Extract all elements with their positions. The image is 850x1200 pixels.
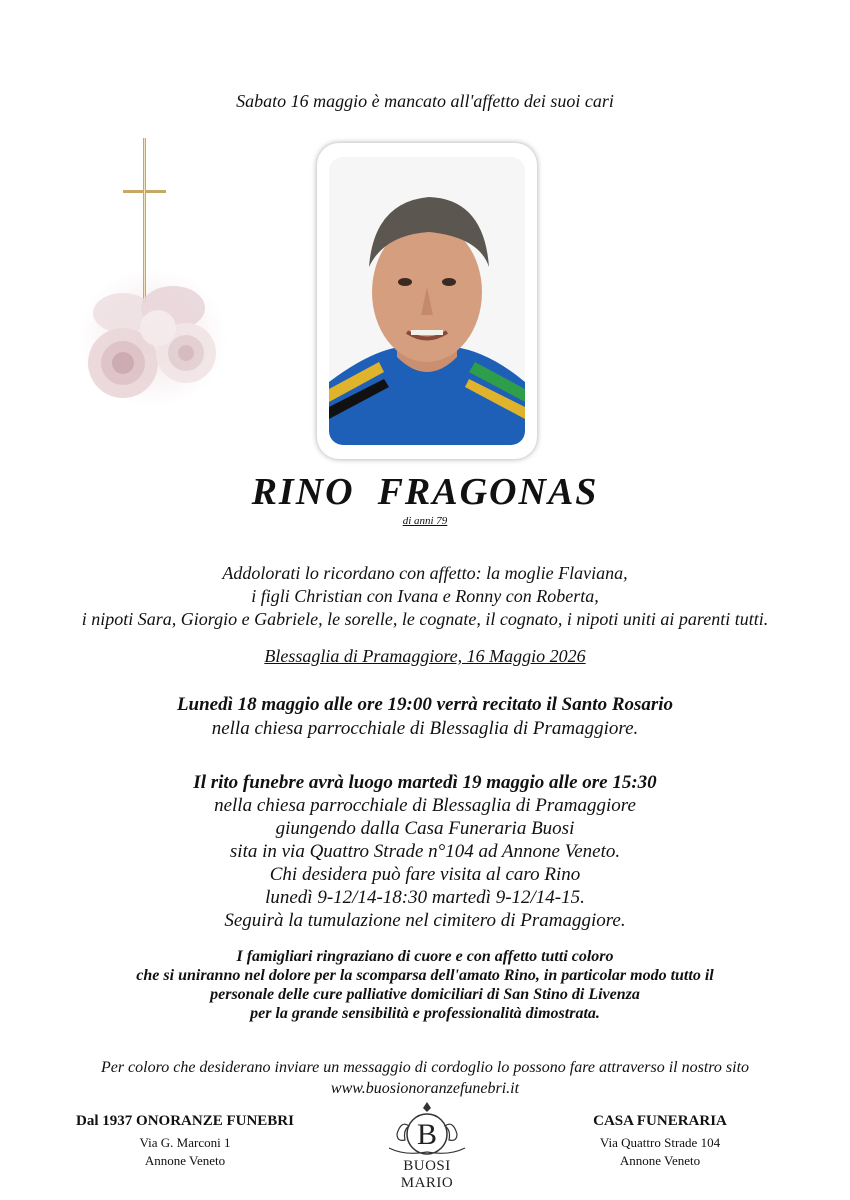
thanks-message <box>0 947 850 1023</box>
family-line: i nipoti Sara, Giorgio e Gabriele, le sorelle, le cognate, il cognato, i nipoti uniti ai parenti tutti. <box>81 609 769 629</box>
portrait-frame <box>317 143 537 459</box>
footer-right-title: CASA FUNERARIA <box>593 1113 727 1129</box>
deceased-name: RINO FRAGONAS <box>251 471 599 513</box>
portrait-photo <box>329 157 525 445</box>
logo-name: BUOSI MARIO <box>400 1158 454 1191</box>
website-notice <box>0 1057 850 1099</box>
logo-letter: B <box>416 1118 438 1151</box>
website-link[interactable]: www.buosionoranzefunebri.it <box>330 1080 520 1097</box>
family-announcement <box>0 562 850 631</box>
footer-left-city: Annone Veneto <box>144 1153 226 1168</box>
funeral-line: Chi desidera può fare visita al caro Rino <box>269 864 581 885</box>
rosary-location: nella chiesa parrocchiale di Blessaglia di Pramaggiore. <box>211 718 639 739</box>
family-line: i figli Christian con Ivana e Ronny con Roberta, <box>251 586 599 606</box>
funeral-notice <box>0 771 850 932</box>
thanks-line: che si uniranno nel dolore per la scomparsa dell'amato Rino, in particolar modo tutto il <box>136 967 714 984</box>
deceased-age: di anni 79 <box>402 515 448 527</box>
footer-left-address: Via G. Marconi 1 <box>139 1135 231 1150</box>
cross-roses-decoration <box>78 138 228 413</box>
funeral-headline: Il rito funebre avrà luogo martedì 19 maggio alle ore 15:30 <box>193 772 657 793</box>
thanks-line: per la grande sensibilità e professionalità dimostrata. <box>250 1005 600 1022</box>
funeral-line: sita in via Quattro Strade n°104 ad Annone Veneto. <box>229 841 621 862</box>
footer-left <box>60 1112 310 1170</box>
intro-text: Sabato 16 maggio è mancato all'affetto dei suoi cari <box>236 91 614 111</box>
thanks-line: personale delle cure palliative domiciliari di San Stino di Livenza <box>210 986 640 1003</box>
rosary-headline: Lunedì 18 maggio alle ore 19:00 verrà recitato il Santo Rosario <box>176 694 674 715</box>
funeral-line: lunedì 9-12/14-18:30 martedì 9-12/14-15. <box>265 887 585 908</box>
footer-right-city: Annone Veneto <box>619 1153 701 1168</box>
footer-right <box>555 1112 765 1170</box>
website-message: Per coloro che desiderano inviare un messaggio di cordoglio lo possono fare attraverso il nostro sito <box>100 1059 750 1076</box>
thanks-line: I famigliari ringraziano di cuore e con affetto tutti coloro <box>236 948 614 965</box>
funeral-line: giungendo dalla Casa Funeraria Buosi <box>275 818 575 839</box>
rosary-notice <box>0 693 850 741</box>
buosi-logo-icon <box>375 1100 479 1191</box>
cross-icon <box>123 138 166 303</box>
roses-icon <box>88 286 216 398</box>
family-line: Addolorati lo ricordano con affetto: la moglie Flaviana, <box>222 563 628 583</box>
place-date: Blessaglia di Pramaggiore, 16 Maggio 2026 <box>264 646 586 666</box>
funeral-line: Seguirà la tumulazione nel cimitero di Pramaggiore. <box>224 910 626 931</box>
funeral-line: nella chiesa parrocchiale di Blessaglia di Pramaggiore <box>214 795 636 816</box>
footer-left-title: Dal 1937 ONORANZE FUNEBRI <box>76 1113 294 1129</box>
footer-right-address: Via Quattro Strade 104 <box>599 1135 721 1150</box>
